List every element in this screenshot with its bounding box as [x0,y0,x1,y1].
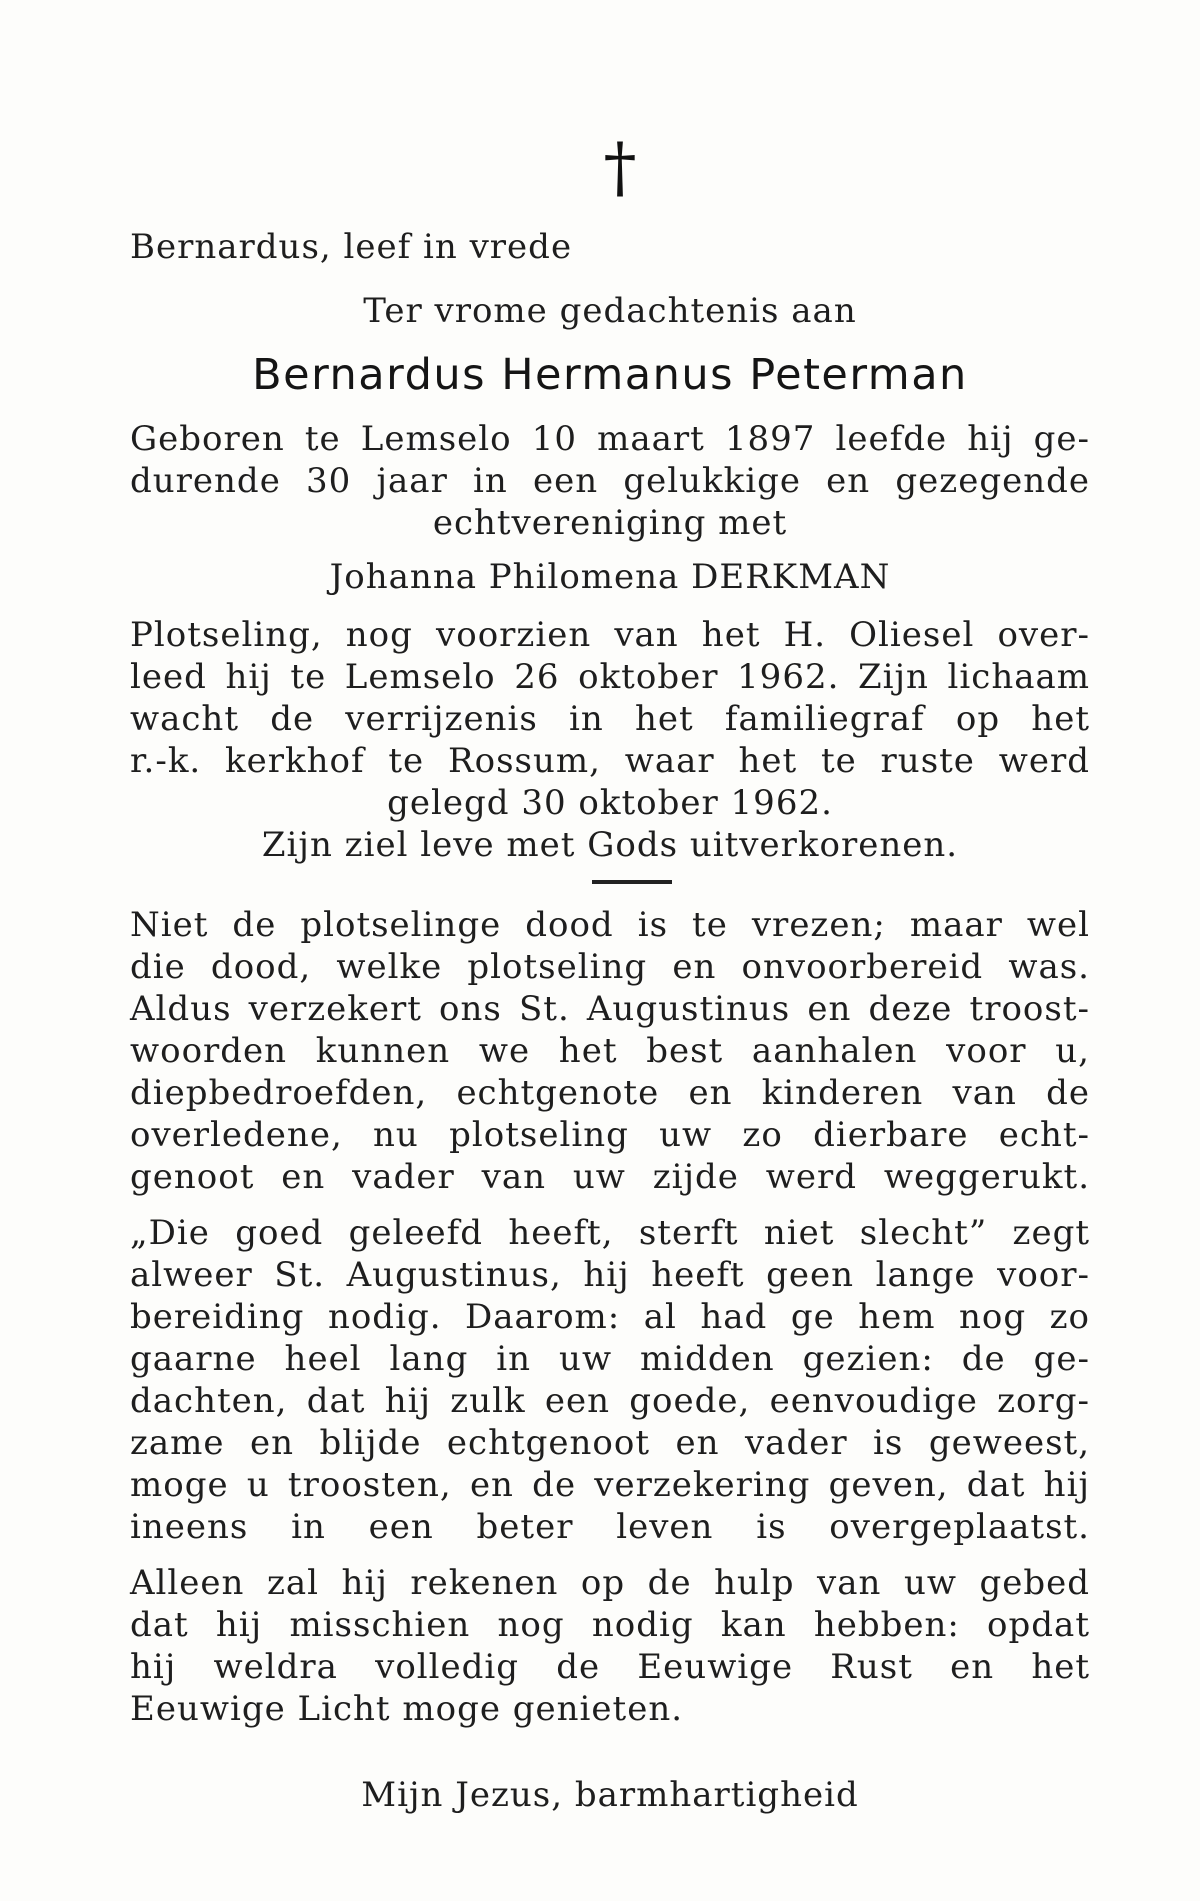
paragraph-3-line-1: Alleen zal hij rekenen op de hulp van uw gebed [130,1563,1090,1603]
paragraph-1-line-5: diepbedroefden, echtgenote en kinderen van de [130,1073,1090,1113]
paragraph-3-line-2: dat hij misschien nog nodig kan hebben: opdat [130,1605,1090,1645]
paragraph-2-line-6: zame en blijde echtgenoot en vader is geweest, [130,1423,1090,1463]
paragraph-1-line-1: Niet de plotselinge dood is te vrezen; maar wel [130,905,1090,945]
paragraph-1-line-7: genoot en vader van uw zijde werd weggerukt. [130,1157,1090,1197]
paragraph-3-line-3: hij weldra volledig de Eeuwige Rust en het [130,1647,1090,1687]
cross-icon: † [603,129,637,206]
death-line-4: r.-k. kerkhof te Rossum, waar het te ruste werd [130,741,1090,781]
deceased-name: Bernardus Hermanus Peterman [252,350,968,400]
paragraph-2-line-3: bereiding nodig. Daarom: al had ge hem nog zo [130,1297,1090,1337]
paragraph-2-line-1: „Die goed geleefd heeft, sterft niet slecht” zegt [130,1213,1090,1253]
paragraph-1-line-2: die dood, welke plotseling en onvoorbereid was. [130,947,1090,987]
death-line-3: wacht de verrijzenis in het familiegraf op het [130,699,1090,739]
intro-line: Ter vrome gedachtenis aan [363,291,857,331]
paragraph-2-line-4: gaarne heel lang in uw midden gezien: de ge- [130,1339,1090,1379]
paragraph-1-line-6: overledene, nu plotseling uw zo dierbare echt- [130,1115,1090,1155]
birth-line-1: Geboren te Lemselo 10 maart 1897 leefde hij ge- [130,419,1090,459]
birth-line-2: durende 30 jaar in een gelukkige en gezegende [130,461,1090,501]
death-line-5: gelegd 30 oktober 1962. [387,783,833,823]
closing-prayer: Mijn Jezus, barmhartigheid [361,1775,859,1815]
birth-line-3: echtvereniging met [432,503,788,543]
divider [592,880,672,884]
death-line-6: Zijn ziel leve met Gods uitverkorenen. [261,825,959,865]
paragraph-2-line-2: alweer St. Augustinus, hij heeft geen lange voor- [130,1255,1090,1295]
paragraph-3-line-4: Eeuwige Licht moge genieten. [130,1689,684,1729]
paragraph-1-line-3: Aldus verzekert ons St. Augustinus en deze troost- [130,989,1090,1029]
paragraph-2-line-8: ineens in een beter leven is overgeplaatst. [130,1507,1090,1547]
paragraph-2-line-5: dachten, dat hij zulk een goede, eenvoudige zorg- [130,1381,1090,1421]
death-line-2: leed hij te Lemselo 26 oktober 1962. Zijn lichaam [130,657,1090,697]
paragraph-2-line-7: moge u troosten, en de verzekering geven, dat hij [130,1465,1090,1505]
spouse-name: Johanna Philomena DERKMAN [329,557,891,597]
motto: Bernardus, leef in vrede [130,227,573,267]
death-line-1: Plotseling, nog voorzien van het H. Oliesel over- [130,615,1090,655]
paragraph-1-line-4: woorden kunnen we het best aanhalen voor u, [130,1031,1090,1071]
